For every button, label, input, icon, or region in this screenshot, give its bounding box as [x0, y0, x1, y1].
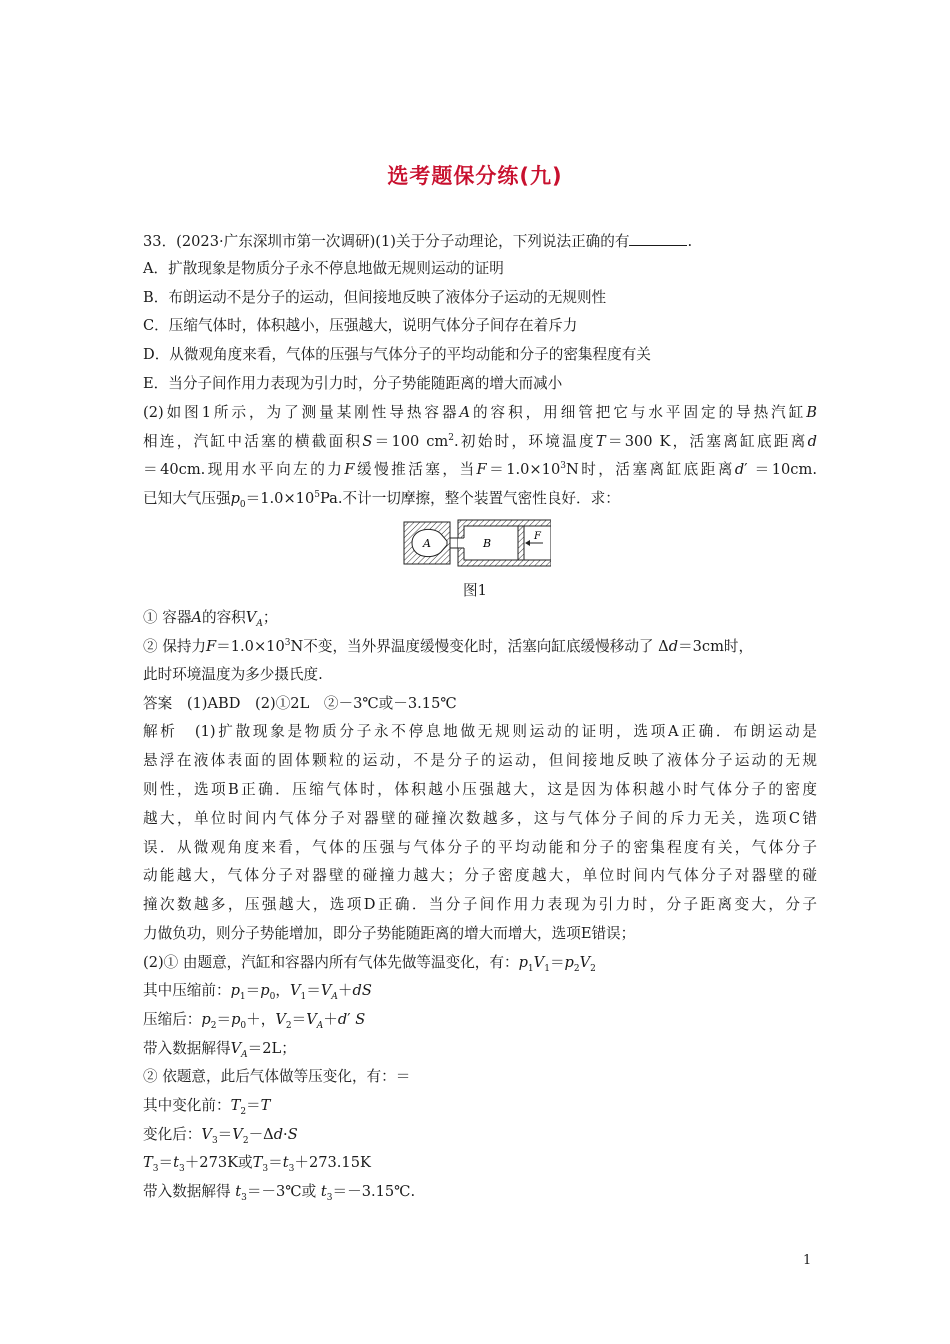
analysis-line-3: 则性，选项B正确．压缩气体时，体积越小压强越大，这是因为体积越小时气体分子的密度 — [143, 781, 817, 798]
analysis-after-compress: 压缩后：$p_2=p_0+$，$V_2=V_A+d'$ S — [143, 1011, 366, 1031]
analysis-line-1: 解析 (1)扩散现象是物质分子永不停息地做无规则运动的证明，选项A正确．布朗运动是 — [143, 723, 817, 740]
sub-question-1: ① 容器A的容积$V_A$； — [143, 609, 278, 629]
analysis-line-2: 悬浮在液体表面的固体颗粒的运动，不是分子的运动，但间接地反映了液体分子运动的无规 — [143, 752, 817, 769]
svg-text:F: F — [534, 531, 541, 542]
analysis-result-1: 带入数据解得$V_A=2L$； — [143, 1040, 296, 1060]
analysis-change-after: 变化后：$V_3=V_2-\Delta d\cdot S$ — [143, 1126, 298, 1146]
part2-line-3: ＝40cm.现用水平向左的力F缓慢推活塞，当$F=1.0\times 10^3N$时，活塞离缸底距离d′ ＝10cm. — [143, 461, 817, 478]
connecting-tube — [450, 538, 458, 548]
figure-caption: 图1 — [463, 582, 487, 599]
svg-text:B: B — [483, 537, 492, 550]
option-a: A．扩散现象是物质分子永不停息地做无规则运动的证明 — [143, 260, 504, 277]
part2-line-4: 已知大气压强$p_0=1.0\times 10^5Pa$.不计一切摩擦，整个装置气密性良好．求： — [143, 490, 620, 510]
answer-blank — [629, 231, 687, 246]
figure-1-diagram — [403, 516, 551, 568]
part2-line-1: (2)如图1所示，为了测量某刚性导热容器A的容积，用细管把它与水平固定的导热汽缸B — [143, 404, 817, 421]
analysis-temperature-relation: $T_3=t_3+273K$或$T_3=t_3+273.15K$ — [143, 1154, 371, 1174]
option-b: B．布朗运动不是分子的运动，但间接地反映了液体分子运动的无规则性 — [143, 289, 607, 306]
analysis-final-result: 带入数据解得 $t_3=-3℃$或 $t_3=-3.15℃$. — [143, 1183, 416, 1203]
option-d: D．从微观角度来看，气体的压强与气体分子的平均动能和分子的密集程度有关 — [143, 346, 651, 363]
sub-question-2-cont: 此时环境温度为多少摄氏度. — [143, 666, 323, 683]
answer-line: 答案 (1)ABD (2)①2L ②－3℃或－3.15℃ — [143, 695, 457, 712]
question-stem: 33．(2023·广东深圳市第一次调研)(1)关于分子动理论，下列说法正确的有 . — [143, 233, 693, 250]
page-title: 选考题保分练(九) — [387, 164, 563, 188]
analysis-line-4: 越大，单位时间内气体分子对器壁的碰撞次数越多，这与气体分子间的斥力无关，选项C错 — [143, 810, 817, 827]
piston — [518, 526, 524, 560]
analysis-before-compress: 其中压缩前：$p_1=p_0$，$V_1=V_A+dS$ — [143, 982, 372, 1002]
option-c: C．压缩气体时，体积越小，压强越大，说明气体分子间存在着斥力 — [143, 317, 578, 334]
svg-text:A: A — [423, 537, 431, 550]
analysis-part2-intro: (2)① 由题意，汽缸和容器内所有气体先做等温变化，有：$p_1V_1=p_2V_2$ — [143, 954, 596, 974]
container-a — [404, 522, 450, 564]
analysis-line-5: 误．从微观角度来看，气体的压强与气体分子的平均动能和分子的密集程度有关，气体分子 — [143, 839, 817, 856]
part2-line-2: 相连，汽缸中活塞的横截面积S＝100 $cm^2$.初始时，环境温度T＝300 K，活塞离缸底距离d — [143, 433, 817, 450]
analysis-change-before: 其中变化前：$T_2=T$ — [143, 1097, 271, 1117]
analysis-isobaric: ② 依题意，此后气体做等压变化，有：＝ — [143, 1068, 411, 1085]
analysis-line-8: 力做负功，则分子势能增加，即分子势能随距离的增大而增大，选项E错误； — [143, 925, 636, 942]
option-e: E．当分子间作用力表现为引力时，分子势能随距离的增大而减小 — [143, 375, 563, 392]
page-number: 1 — [803, 1253, 812, 1268]
sub-question-2: ② 保持力$F=1.0\times 10^3N$不变，当外界温度缓慢变化时，活塞向缸底缓慢移动了 Δd＝3cm时， — [143, 638, 754, 655]
analysis-line-6: 动能越大，气体分子对器壁的碰撞力越大；分子密度越大，单位时间内气体分子对器壁的碰 — [143, 867, 817, 884]
analysis-line-7: 撞次数越多，压强越大，选项D正确．当分子间作用力表现为引力时，分子距离变大，分子 — [143, 896, 817, 913]
